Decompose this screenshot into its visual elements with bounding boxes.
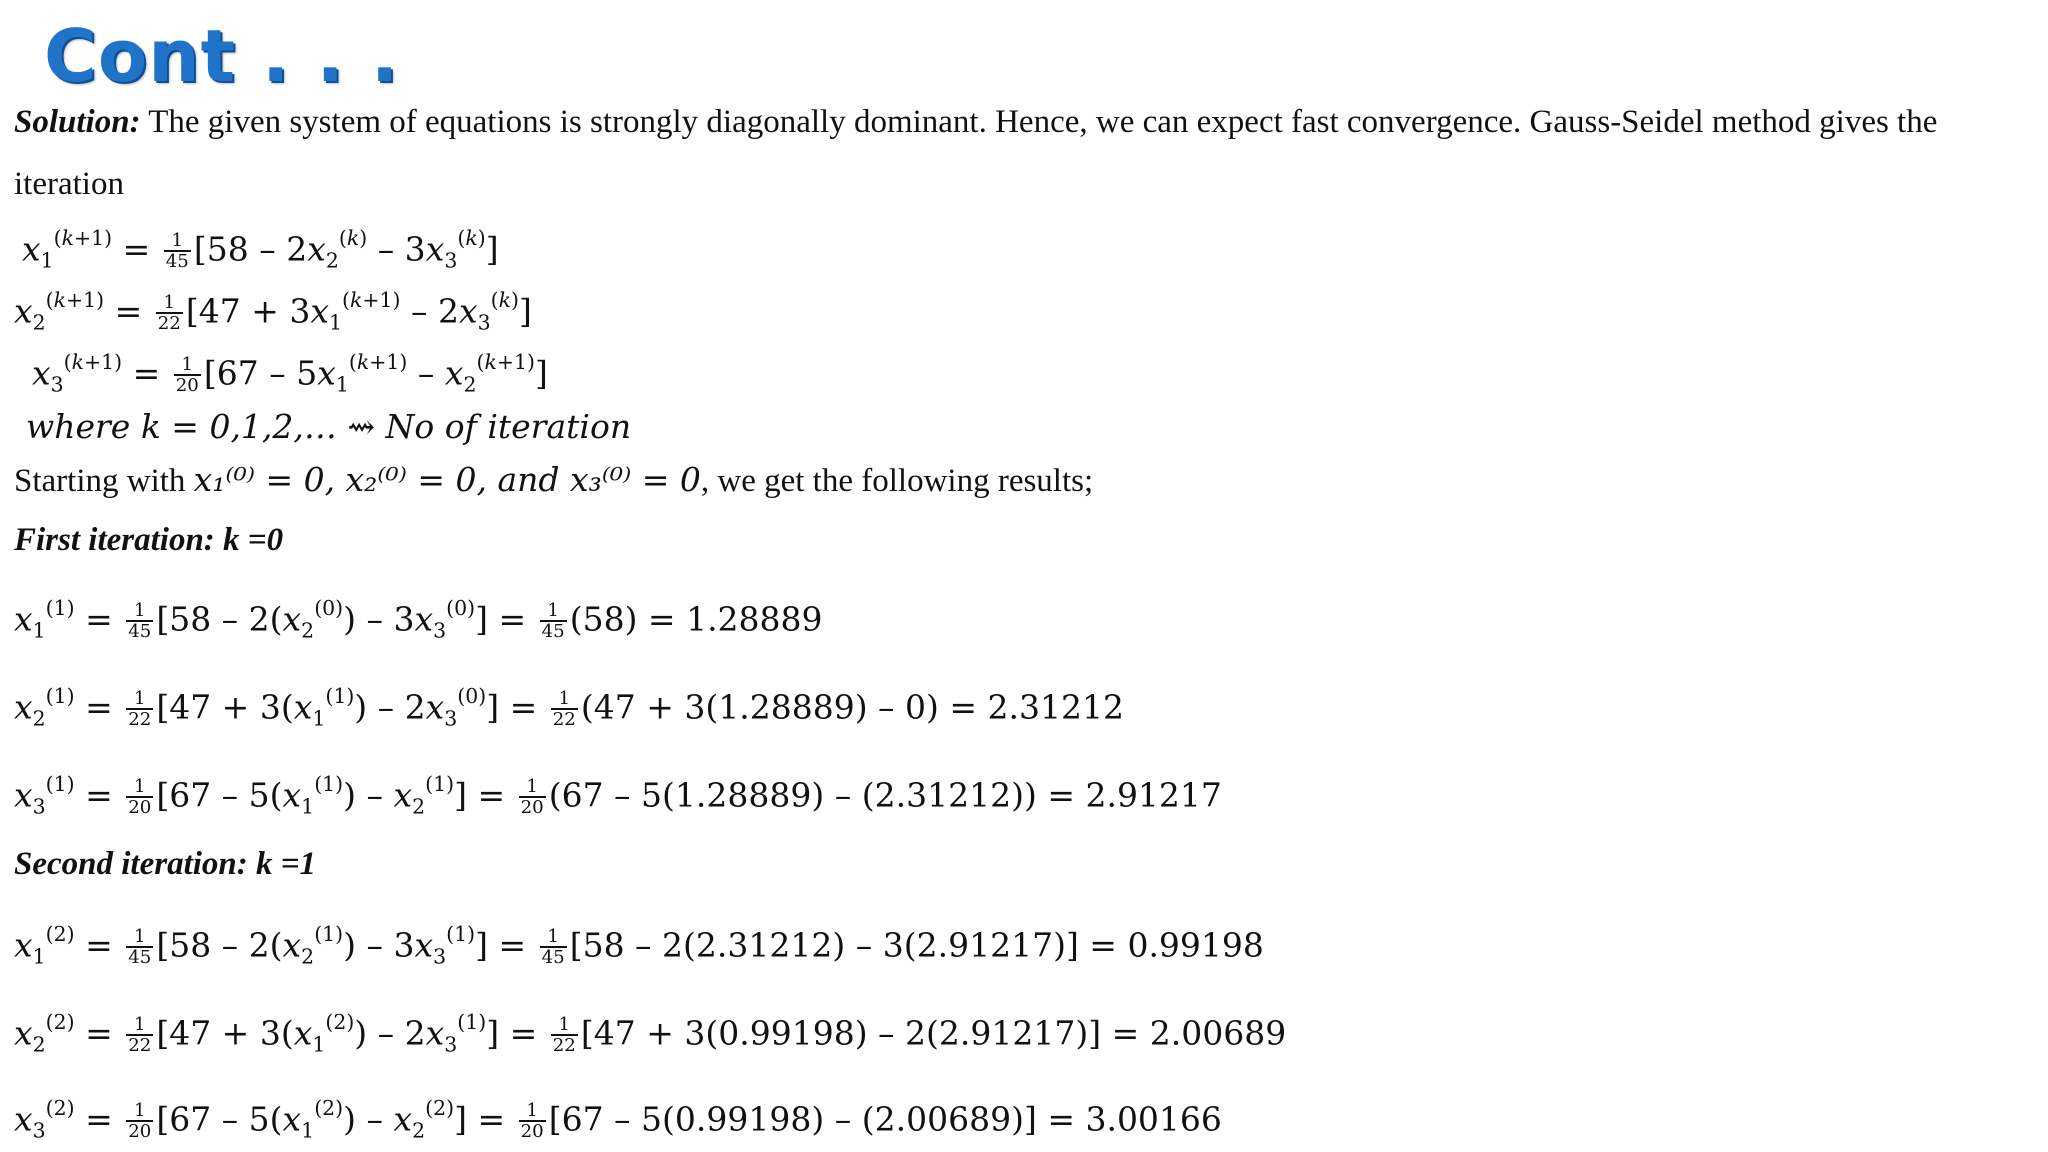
initial-conditions: x₁⁽⁰⁾ = 0, x₂⁽⁰⁾ = 0, and x₃⁽⁰⁾ = 0 — [193, 460, 701, 499]
second-iteration-heading: Second iteration: k =1 — [14, 846, 317, 882]
starting-suffix: , we get the following results; — [700, 463, 1094, 499]
solution-text-line1: The given system of equations is strongly diagonally dominant. Hence, we can expect fast convergence. Gauss-Seidel method gives the — [148, 104, 1938, 140]
second-iteration-x1: $x_1^{(2)}$ = $\frac{1}{45}$ $[58 - 2(x_2^{(1)}) - 3x_3^{(1)}]$ = $\frac{1}{45}$ [58 – 2(2.31212) – 3(2.91217)] = 0.99198 — [14, 922, 1264, 969]
formula-x1: $x_1^{(k+1)}$ = $\frac{1}{45}$ $[58 - 2x_2^{(k)} - 3x_3^{(k)}]$ — [22, 226, 499, 273]
first-iteration-x3: $x_3^{(1)}$ = $\frac{1}{20}$ $[67 - 5(x_1^{(1)}) - x_2^{(1)}]$ = $\frac{1}{20}$ (67 – 5(1.28889) – (2.31212)) = 2.91217 — [14, 772, 1222, 819]
solution-lead: Solution: — [14, 104, 141, 140]
second-iteration-x2: $x_2^{(2)}$ = $\frac{1}{22}$ $[47 + 3(x_1^{(2)}) - 2x_3^{(1)}]$ = $\frac{1}{22}$ [47 + 3(0.99198) – 2(2.91217)] = 2.00689 — [14, 1010, 1287, 1057]
slide-title: Cont . . . — [44, 14, 400, 98]
first-iteration-heading: First iteration: k =0 — [14, 522, 284, 558]
second-iteration-x3: $x_3^{(2)}$ = $\frac{1}{20}$ $[67 - 5(x_1^{(2)}) - x_2^{(2)}]$ = $\frac{1}{20}$ [67 – 5(0.99198) – (2.00689)] = 3.00166 — [14, 1096, 1222, 1143]
first-iteration-x1: $x_1^{(1)}$ = $\frac{1}{45}$ $[58 - 2(x_2^{(0)}) - 3x_3^{(0)}]$ = $\frac{1}{45}$ (58) = 1.28889 — [14, 596, 823, 643]
where-line: where k = 0,1,2,… ⇝ No of iteration — [26, 407, 632, 446]
solution-text-line2: iteration — [14, 166, 124, 202]
solution-paragraph — [14, 104, 1937, 141]
starting-prefix: Starting with — [14, 463, 186, 499]
formula-x2: $x_2^{(k+1)}$ = $\frac{1}{22}$ $[47 + 3x_1^{(k+1)} - 2x_3^{(k)}]$ — [14, 288, 532, 335]
formula-x3: $x_3^{(k+1)}$ = $\frac{1}{20}$ $[67 - 5x_1^{(k+1)} - x_2^{(k+1)}]$ — [32, 350, 548, 397]
starting-line — [14, 460, 1093, 500]
first-iteration-x2: $x_2^{(1)}$ = $\frac{1}{22}$ $[47 + 3(x_1^{(1)}) - 2x_3^{(0)}]$ = $\frac{1}{22}$ (47 + 3(1.28889) – 0) = 2.31212 — [14, 684, 1125, 731]
